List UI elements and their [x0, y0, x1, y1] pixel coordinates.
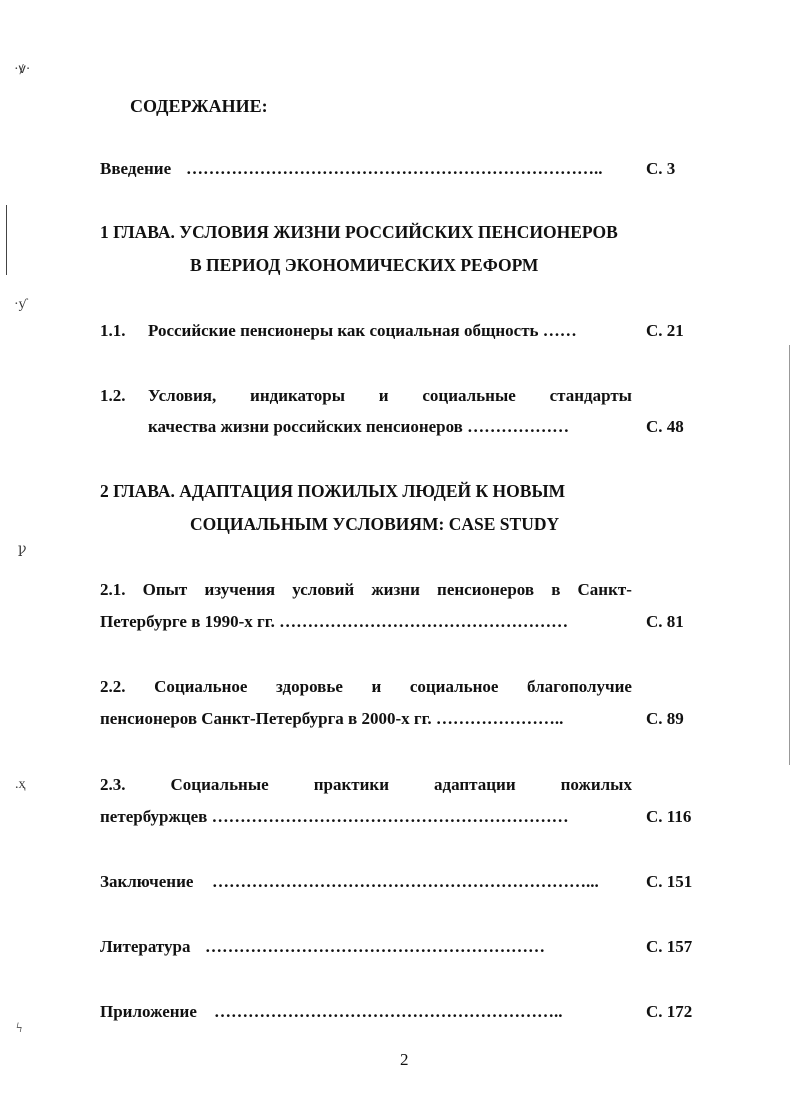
toc-entry-2-3-line-1: [100, 776, 632, 793]
word: изучения: [204, 580, 276, 599]
toc-entry-1-2-number: 1.2.: [100, 386, 126, 405]
toc-entry-1-2-line-2: качества жизни российских пенсионеров ………………: [148, 417, 570, 436]
toc-entry-2-3-line-2: петербуржцев ………………………………………………………: [100, 807, 569, 826]
word: пожилых: [560, 775, 632, 794]
toc-entry-2-2-page: С. 89: [646, 709, 684, 728]
word: и: [371, 677, 382, 696]
word: 2.2.: [100, 677, 126, 696]
word: благополучие: [527, 677, 632, 696]
toc-entry-appendix-label: Приложение: [100, 1002, 197, 1021]
toc-entry-intro-label: Введение: [100, 159, 172, 178]
toc-entry-2-1-line-1: [100, 581, 632, 598]
scan-artifact-mark: ϟ: [16, 1021, 23, 1036]
toc-entry-literature-page: С. 157: [646, 937, 693, 956]
toc-entry-1-1-page: С. 21: [646, 321, 684, 340]
word: индикаторы: [250, 386, 345, 405]
toc-entry-1-1-number: 1.1.: [100, 321, 126, 340]
scan-artifact-mark: ·ꝟ·: [14, 62, 31, 77]
word: Социальное: [154, 677, 248, 696]
toc-entry-appendix-dots: ……………………………………………………..: [214, 1003, 563, 1020]
toc-entry-2-1-page: С. 81: [646, 612, 684, 631]
scan-artifact-mark: .ҳ: [15, 777, 26, 792]
word: Опыт: [142, 580, 188, 599]
toc-entry-intro-dots: ………………………………………………………………..: [186, 160, 603, 177]
word: социальные: [422, 386, 516, 405]
word: в: [551, 580, 561, 599]
chapter-2-heading-line-1: 2 ГЛАВА. АДАПТАЦИЯ ПОЖИЛЫХ ЛЮДЕЙ К НОВЫМ: [100, 481, 566, 501]
scan-artifact-mark: ·ƴ: [14, 297, 26, 312]
word: Условия,: [148, 386, 217, 405]
chapter-1-heading-line-1: 1 ГЛАВА. УСЛОВИЯ ЖИЗНИ РОССИЙСКИХ ПЕНСИОНЕРОВ: [100, 222, 618, 242]
toc-entry-conclusion-label: Заключение: [100, 872, 194, 891]
word: условий: [292, 580, 355, 599]
scan-artifact-mark: ꝩ: [18, 542, 27, 557]
page-number: 2: [400, 1050, 409, 1069]
word: здоровье: [276, 677, 343, 696]
word: 2.3.: [100, 775, 126, 794]
word: пенсионеров: [437, 580, 535, 599]
word: жизни: [371, 580, 420, 599]
word: Санкт-: [577, 580, 632, 599]
toc-title: СОДЕРЖАНИЕ:: [130, 96, 268, 116]
toc-entry-1-1-title: Российские пенсионеры как социальная общность ……: [148, 321, 577, 340]
toc-entry-literature-label: Литература: [100, 937, 191, 956]
word: и: [378, 386, 389, 405]
word: практики: [313, 775, 389, 794]
toc-entry-2-2-line-2: пенсионеров Санкт-Петербурга в 2000-х гг. …………………..: [100, 709, 564, 728]
word: социальное: [409, 677, 499, 696]
toc-entry-2-1-line-2: Петербурге в 1990-х гг. ……………………………………………: [100, 612, 569, 631]
chapter-1-heading-line-2: В ПЕРИОД ЭКОНОМИЧЕСКИХ РЕФОРМ: [190, 255, 539, 275]
word: стандарты: [549, 386, 632, 405]
scan-artifact-line: [6, 205, 7, 275]
toc-entry-2-3-page: С. 116: [646, 807, 692, 826]
word: Социальные: [170, 775, 269, 794]
toc-entry-literature-dots: ……………………………………………………: [205, 938, 545, 955]
word: 2.1.: [100, 580, 126, 599]
scan-artifact-line: [789, 345, 790, 765]
chapter-2-heading-line-2: СОЦИАЛЬНЫМ УСЛОВИЯМ: CASE STUDY: [190, 514, 560, 534]
toc-entry-1-2-line-1: [148, 387, 632, 404]
toc-entry-conclusion-dots: …………………………………………………………...: [212, 873, 599, 890]
word: адаптации: [434, 775, 516, 794]
toc-entry-1-2-page: С. 48: [646, 417, 684, 436]
toc-entry-appendix-page: С. 172: [646, 1002, 693, 1021]
toc-entry-conclusion-page: С. 151: [646, 872, 693, 891]
toc-entry-intro-page: С. 3: [646, 159, 676, 178]
toc-entry-2-2-line-1: [100, 678, 632, 695]
